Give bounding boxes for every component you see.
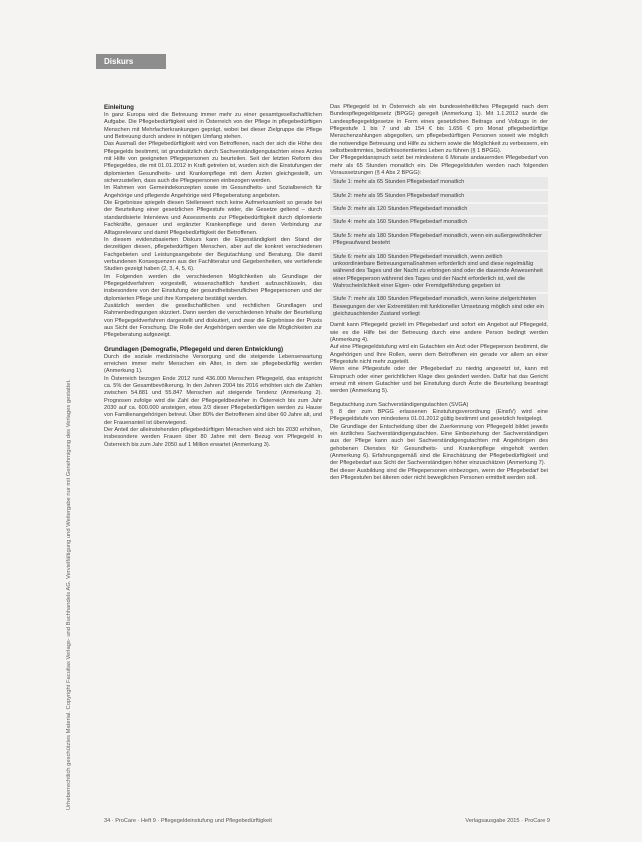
copyright-sidebar	[62, 70, 78, 810]
paragraph: Der Anteil der alleinstehenden pflegebedürftigen Menschen wird sich bis 2030 erhöhen, insbesondere werden Frauen über 80 Jahre mit dem Bezug von Pflegegeld in Österreich bis zum Jahr 2050 auf 1 Million erwartet (Anmerkung 3).	[104, 427, 322, 448]
stufe-box	[330, 231, 548, 250]
section-tab: Diskurs	[96, 54, 166, 69]
paragraph: § 8 der zum BPGG erlassenen Einstufungsverordnung (EinstV) wird eine Pflegegeldstufe von mindestens 01.01.2012 gültig bestimmt und gesetzlich festgelegt.	[330, 409, 548, 423]
paragraph: Im Rahmen von Gemeindekonzepten sowie im Gesundheits- und Sozialbereich für Angehörige und pflegende Angehörige wird Pflegeberatung angeboten.	[104, 185, 322, 199]
stufen-list	[330, 177, 548, 320]
right-column	[330, 104, 548, 482]
paragraph: Auf eine Pflegegeldstufung wird ein Gutachten ein Arzt oder Pflegeperson bestimmt, die Angehörigen und Ihre Rollen, wenn dem Betroffenen ein gerade vor allem an einer Pflegestufe nicht mehr zugeteilt.	[330, 344, 548, 365]
section-heading: Grundlagen (Demografie, Pflegegeld und deren Entwicklung)	[104, 345, 284, 353]
stufe-box	[330, 217, 548, 228]
stufe-box	[330, 191, 548, 202]
stufe-text: Stufe 7: mehr als 180 Stunden Pflegebedarf monatlich, wenn keine zielgerichteten Bewegungen der vier Extremitäten mit funktioneller Umsetzung möglich sind oder ein gleichzuachtender Zustand vorliegt	[333, 296, 544, 317]
paragraph: Das Ausmaß der Pflegebedürftigkeit wird von Betroffenen, nach der sich die Höhe des Pflegegelds bestimmt, ist grundsätzlich durch Sachverständigengutachten eines Arztes mit Hilfe von geeigneten Pflegepersonen zu beurteilen. Seit der letzten Reform des Pflegegeldes, die mit 01.01.2012 in Kraft getreten ist, wurden sich die Einstufungen der diplomierten Gesundheits- und Krankenpflege mit dem Ärzten gleichgestellt, um sicherzustellen, dass auch die Pflegepersonen einbezogen werden.	[104, 141, 322, 185]
paragraph: Das Pflegegeld ist in Österreich als ein bundeseinheitliches Pflegegeld nach dem Bundespflegegeldgesetz (BPGG) geregelt (Anmerkung 1). Mit 1.1.2012 wurde die Landespflegegeldgesetze in Form eines gesetzlichen Beitrags und Vollzugs in der Pflegestufe 1 bis 7 und ab 154 € bis 1.656 € pro Monat pflegebedürftige Menschenzahlungen abgegolten, um pflegebedürftigen Personen soweit wie möglich die notwendige Betreuung und Hilfe zu sichern sowie die Möglichkeit zu verbessern, ein selbstbestimmtes, bedürfnisorientiertes Leben zu führen (§ 1 BPGG).	[330, 104, 548, 155]
paragraph: Im Folgenden werden die verschiedenen Möglichkeiten als Grundlage der Pflegegeldverfahren vorgestellt, wissenschaftlich fundiert aufzuschlüsseln, das insbesondere von der Einstufung der gesundheitsberuflichen Pflegepersonen und der diplomierten Pflege und ihre Kompetenz bestätigt werden.	[104, 273, 322, 302]
footer-left: 34 · ProCare · Heft 9 · Pflegegeldeinstufung und Pflegebedürftigkeit	[104, 818, 272, 824]
paragraph: Die Ergebnisse spiegeln diesen Stellenwert noch keine Aufmerksamkeit so gerade bei der Beurteilung einer gesetzlichen Pflegestufe wider, die Gesetze geltend – durch standardisierte Interviews und Assessments zur Pflegebedürftigkeit durch diplomierte Fachkräfte, genauer und ergänzter Krankenpflege und deren Verbindung zur Alltagsrelevanz und damit Pflegebedürftigkeit der Betroffenen.	[104, 200, 322, 236]
stufe-text: Stufe 6: mehr als 180 Stunden Pflegebedarf monatlich, wenn zeitlich unkoordinierbare Betreuungsmaßnahmen erforderlich sind und diese regelmäßig während des Tages und der Nacht zu erbringen sind oder die dauernde Anwesenheit einer Pflegeperson während des Tages und der Nacht erforderlich ist, weil die Wahrscheinlichkeit einer Eigen- oder Fremdgefährdung gegeben ist	[333, 253, 543, 289]
paragraph: Der Pflegegeldanspruch setzt bei mindestens 6 Monate andauernden Pflegebedarf von mehr als 65 Stunden monatlich ein. Die Pflegegeldstufen werden nach folgenden Voraussetzungen (§ 4 Abs 2 BPGG):	[330, 155, 548, 177]
copyright-note: Urheberrechtlich geschütztes Material. Copyright Facultas Verlags- und Buchhandels AG. Vervielfältigung und Weitergabe nur mit Genehmigung des Verlages gestattet.	[66, 379, 72, 810]
stufe-box	[330, 177, 548, 188]
right-column-bottom	[330, 322, 548, 482]
left-column	[104, 104, 322, 449]
stufe-text: Stufe 1: mehr als 65 Stunden Pflegebedarf monatlich	[333, 179, 465, 186]
section-heading: Einleitung	[104, 104, 134, 111]
footer-right: Verlagsausgabe 2015 · ProCare 9	[465, 818, 550, 824]
paragraph: Damit kann Pflegegeld gezielt im Pflegebedarf und sofort ein Angebot auf Pflegegeld, wie es die Hilfe bei der Betreuung durch eine andere Person bedingt werden (Anmerkung 4).	[330, 322, 548, 343]
paragraph: In ganz Europa wird die Betreuung immer mehr zu einer gesamtgesellschaftlichen Aufgabe. Die Pflegebedürftigkeit wird in Österreich von der Pflege in pflegebedürftigen Menschen mit Mehrfacherkrankungen geprägt, wobei bei dieser Zielgruppe die Pflege und Betreuung durch andere in nötigen Umfang stehen.	[104, 112, 322, 141]
stufe-text: Stufe 4: mehr als 160 Stunden Pflegebedarf monatlich	[333, 219, 468, 226]
stufe-box	[330, 204, 548, 215]
paragraph: In diesem evidenzbasierten Diskurs kann die Eigenständigkeit den Stand der derzeitigen diesen, pflegebedürftigen Menschen, aber auf die konkret verschiedenen Fachgebieten und Leistungsangebote der Begutachtung und Beratung. Die damit verbundenen Konsequenzen aus der Fachliteratur und Gegebenheiten, wie vertiefende Studien gezeigt haben (2, 3, 4, 5, 6).	[104, 236, 322, 273]
stufe-text: Stufe 3: mehr als 120 Stunden Pflegebedarf monatlich	[333, 206, 468, 213]
paragraph: Zusätzlich werden die gesellschaftlichen und rechtlichen Grundlagen und Rahmenbedingungen skizziert. Dann werden die verschiedenen Inhalte der Beurteilung von Pflegegeldverfahren dargestellt und diskutiert, und zwar die Ergebnisse der Praxis aus Sicht der Forschung. Die Rolle der Angehörigen werden wie die Möglichkeiten zur Pflegeberatung aufgezeigt.	[104, 302, 322, 339]
stufe-box	[330, 294, 548, 320]
paragraph: Begutachtung zum Sachverständigengutachten (SVGA)	[330, 401, 469, 408]
stufe-text: Stufe 2: mehr als 95 Stunden Pflegebedarf monatlich	[333, 192, 465, 199]
stufe-box	[330, 252, 548, 293]
paragraph: Die Grundlage der Entscheidung über die Zuerkennung von Pflegegeld bildet jeweils ein ärztliches Sachverständigengutachten. Eine Einbeziehung der Sachverständigen aus der Pflege kann auch bei Sachverständigengutachten mit Angehörigen des gehobenen Dienstes für Gesundheits- und Krankenpflege eingeholt werden (Anmerkung 6). Erfahrungsgemäß sind die Einschätzung der Pflegebedürftigkeit und der Pflegebedarf aus Sicht der Sachverständigen höher einzuschätzen (Anmerkung 7).	[330, 423, 548, 467]
paragraph: Durch die soziale medizinische Versorgung und die steigende Lebenserwartung erreichen immer mehr Menschen ein Alter, in dem sie pflegebedürftig werden (Anmerkung 1).	[104, 353, 322, 375]
paragraph: In Österreich bezogen Ende 2012 rund 436.000 Menschen Pflegegeld, das entspricht ca. 5% der Gesamtbevölkerung. In den Jahren 2004 bis 2016 erhöhten sich die Zahlen zwischen 54.881 und 55.847 Menschen auf steigende Tendenz (Anmerkung 2). Prognosen zufolge wird die Zahl der Pflegegeldbezieher in Österreich bis zum Jahr 2030 auf ca. 600.000 ansteigen, etwa 2/3 dieser Pflegebedürftigen werden zu Hause von Familienangehörigen betreut. Über 80% der Betroffenen sind über 60 Jahre alt, und der Frauenanteil ist überwiegend.	[104, 375, 322, 426]
paragraph: Wenn eine Pflegestufe oder der Pflegebedarf zu niedrig angesetzt ist, kann mit Einspruch oder einer gerichtlichen Klage dies geändert werden. Dafür hat das Gericht erneut mit einem Gutachter und bei Einstufung durch Ärzte die Beurteilung beantragt werden (Anmerkung 5).	[330, 366, 548, 395]
stufe-text: Stufe 5: mehr als 180 Stunden Pflegebedarf monatlich, wenn ein außergewöhnlicher Pflegeaufwand besteht	[333, 232, 542, 247]
right-column-top	[330, 104, 548, 177]
paragraph: Bei dieser Ausbildung sind die Pflegepersonen einbezogen, wenn der Pflegebedarf bei den Pflegestufen bei älteren oder nicht beweglichen Personen ermittelt werden soll.	[330, 467, 548, 482]
